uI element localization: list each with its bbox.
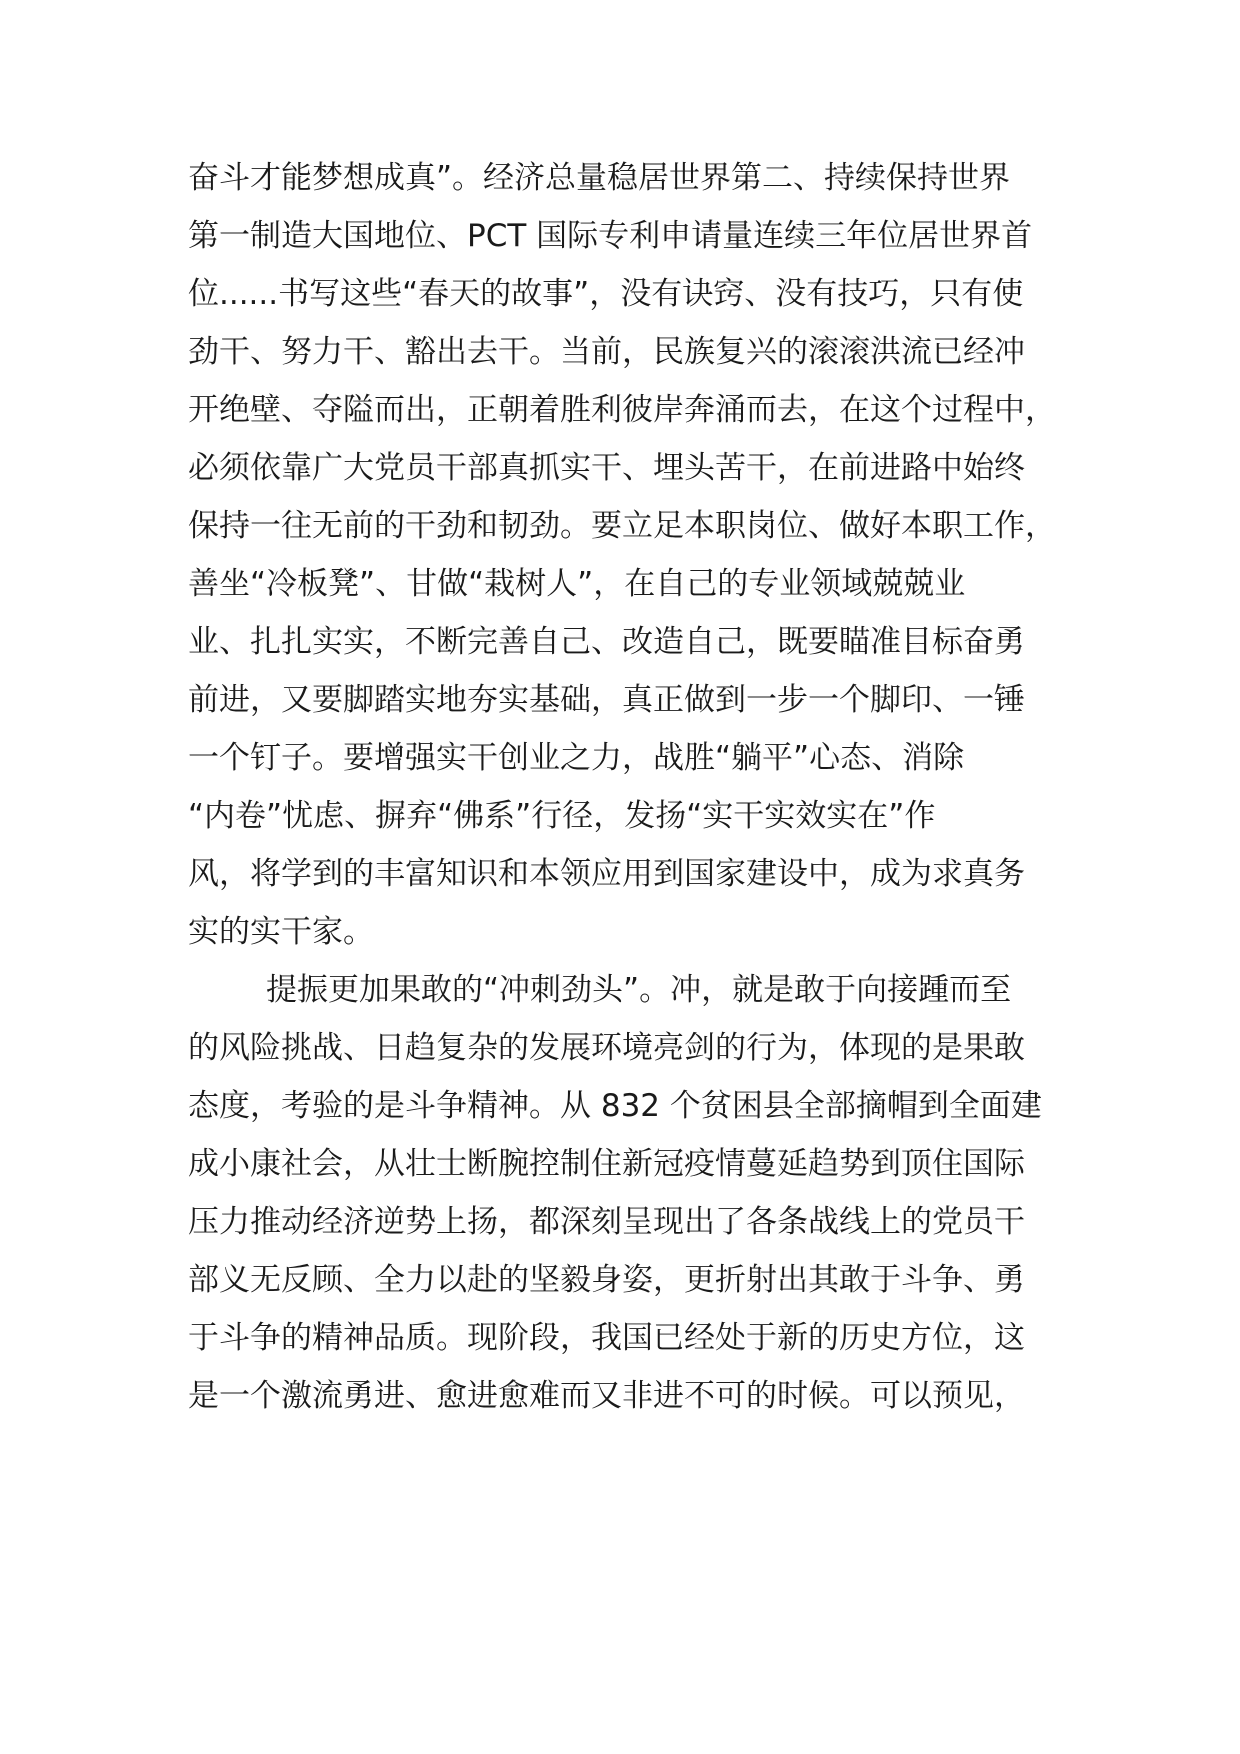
text-line: 部义无反顾、全力以赴的坚毅身姿，更折射出其敢于斗争、勇 xyxy=(188,1262,1025,1298)
text-line: 劲干、努力干、豁出去干。当前，民族复兴的滚滚洪流已经冲 xyxy=(188,334,1025,370)
text-line: 是一个激流勇进、愈进愈难而又非进不可的时候。可以预见， xyxy=(188,1378,1025,1414)
text-line: 压力推动经济逆势上扬，都深刻呈现出了各条战线上的党员干 xyxy=(188,1204,1025,1240)
text-line: 的风险挑战、日趋复杂的发展环境亮剑的行为，体现的是果敢 xyxy=(188,1030,1025,1066)
text-line: 前进，又要脚踏实地夯实基础，真正做到一步一个脚印、一锤 xyxy=(188,682,1025,718)
text-line: “内卷”忧虑、摒弃“佛系”行径，发扬“实干实效实在”作 xyxy=(188,798,936,834)
text-line: 业、扎扎实实，不断完善自己、改造自己，既要瞄准目标奋勇 xyxy=(188,624,1025,660)
text-line: 奋斗才能梦想成真”。经济总量稳居世界第二、持续保持世界 xyxy=(188,160,1011,196)
text-line: 实的实干家。 xyxy=(188,914,374,950)
text-line: 态度，考验的是斗争精神。从 832 个贫困县全部摘帽到全面建 xyxy=(188,1088,1042,1124)
text-line: 保持一往无前的干劲和韧劲。要立足本职岗位、做好本职工作， xyxy=(188,508,1056,544)
text-line: 开绝壁、夺隘而出，正朝着胜利彼岸奔涌而去，在这个过程中， xyxy=(188,392,1056,428)
text-line: 必须依靠广大党员干部真抓实干、埋头苦干，在前进路中始终 xyxy=(188,450,1025,486)
text-line: 一个钉子。要增强实干创业之力，战胜“躺平”心态、消除 xyxy=(188,740,965,776)
text-line: 位......书写这些“春天的故事”，没有诀窍、没有技巧，只有使 xyxy=(188,276,1024,312)
text-line: 于斗争的精神品质。现阶段，我国已经处于新的历史方位，这 xyxy=(188,1320,1025,1356)
text-line: 风，将学到的丰富知识和本领应用到国家建设中，成为求真务 xyxy=(188,856,1025,892)
text-line: 成小康社会，从壮士断腕控制住新冠疫情蔓延趋势到顶住国际 xyxy=(188,1146,1025,1182)
paragraph-first-line: 提振更加果敢的“冲刺劲头”。冲，就是敢于向接踵而至 xyxy=(266,972,1012,1008)
text-line: 第一制造大国地位、PCT 国际专利申请量连续三年位居世界首 xyxy=(188,218,1033,254)
text-line: 善坐“冷板凳”、甘做“栽树人”，在自己的专业领域兢兢业 xyxy=(188,566,966,602)
